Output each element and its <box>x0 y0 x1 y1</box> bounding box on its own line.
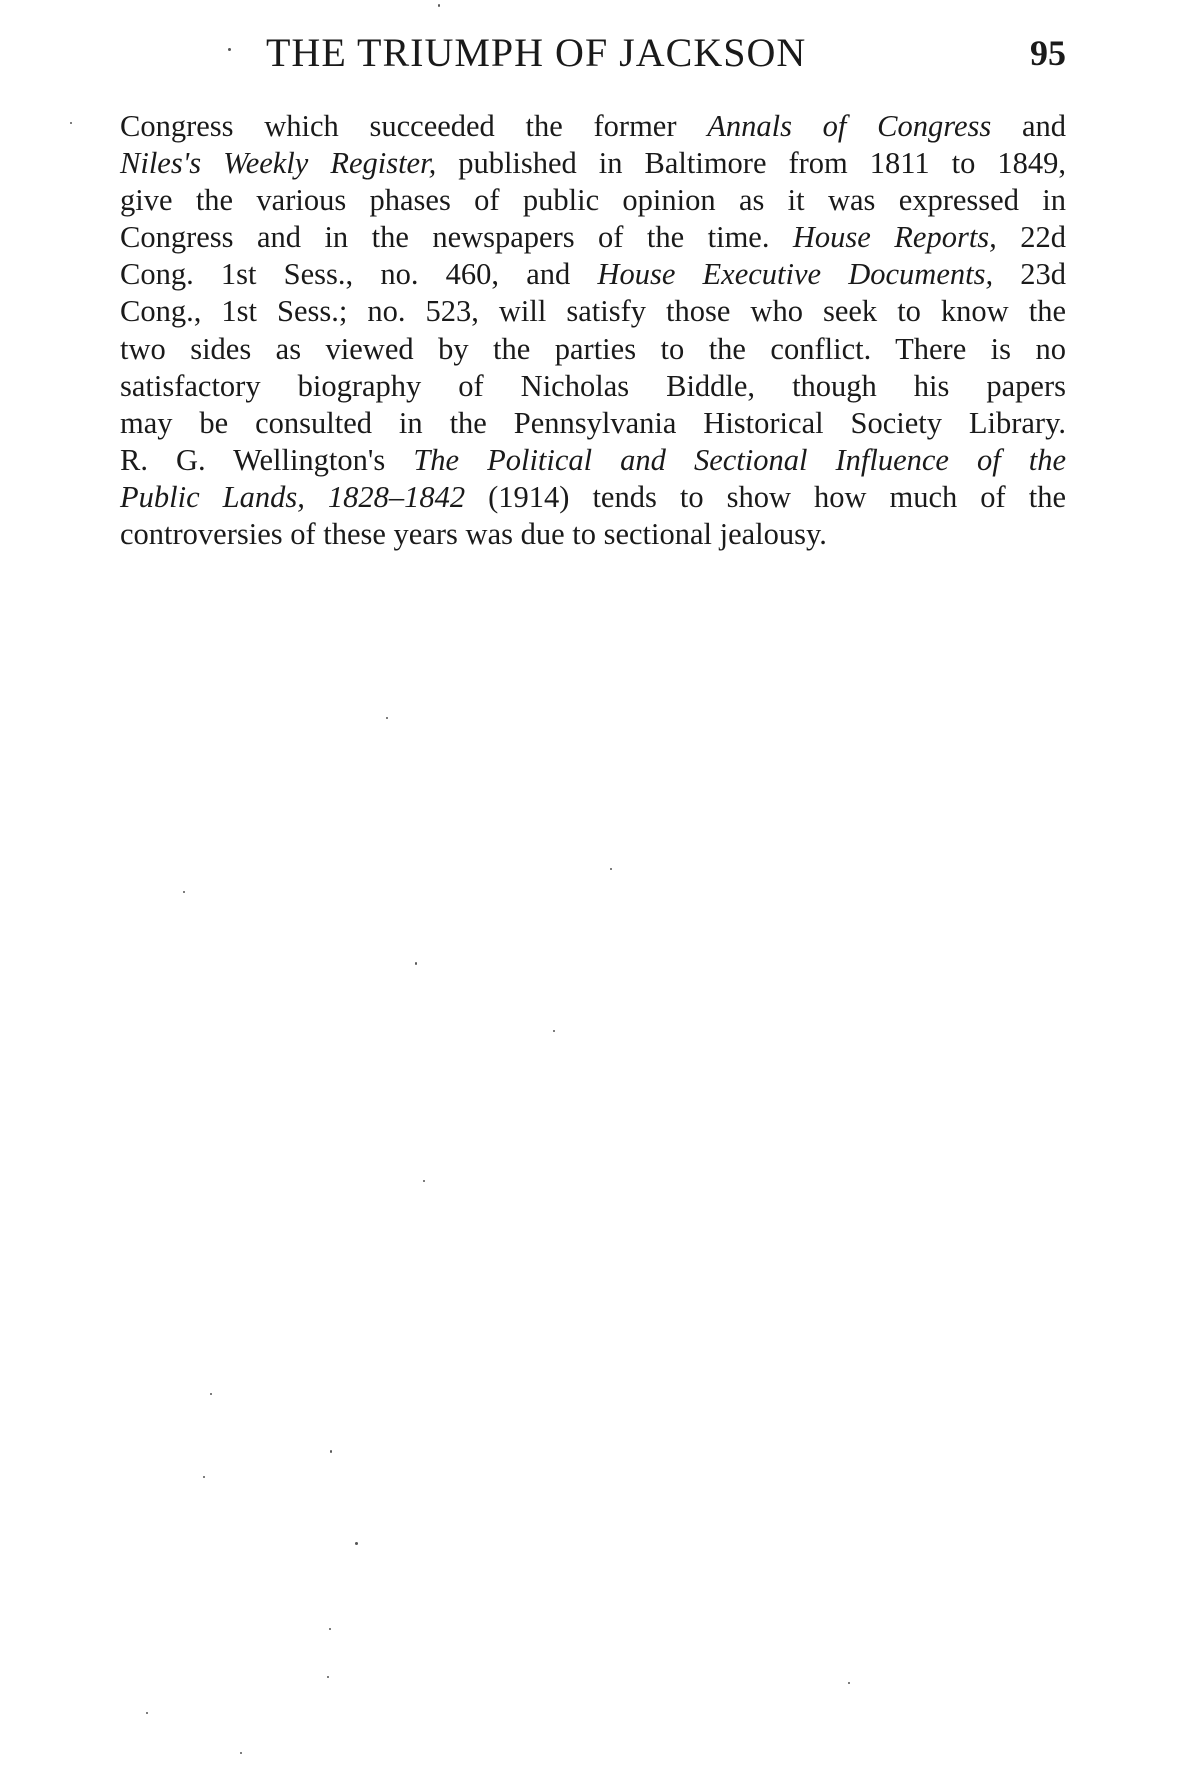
running-title: THE TRIUMPH OF JACKSON <box>266 30 807 75</box>
text-line <box>120 182 1066 219</box>
italic-title-text: Niles's Weekly Register, <box>120 146 437 181</box>
text-line <box>120 368 1066 405</box>
running-head <box>120 28 1066 78</box>
scan-speck <box>423 1180 425 1182</box>
text-line <box>120 219 1066 256</box>
scan-speck <box>327 1676 329 1678</box>
scan-speck <box>70 122 72 124</box>
scan-speck <box>329 1628 331 1630</box>
body-text-segment: R. G. Wellington's <box>120 442 414 477</box>
scan-speck <box>848 1682 850 1684</box>
text-line <box>120 405 1066 442</box>
page-number: 95 <box>1030 33 1066 73</box>
scan-speck <box>210 1393 212 1395</box>
body-text-segment: Cong. 1st Sess., no. 460, and <box>120 257 598 292</box>
scan-speck <box>203 1476 205 1478</box>
body-text-segment: and <box>991 109 1066 143</box>
scan-speck <box>146 1712 148 1714</box>
italic-title-text: Public Lands, 1828–1842 <box>120 479 466 514</box>
italic-title-text: Annals of Congress <box>707 109 992 143</box>
scan-speck <box>330 1450 332 1453</box>
body-text-segment: 22d <box>996 220 1066 255</box>
body-text-segment: Congress which succeeded the former <box>120 109 708 143</box>
scan-speck <box>610 868 612 870</box>
scan-speck <box>183 891 185 893</box>
scan-speck <box>228 48 231 51</box>
text-line <box>120 331 1066 368</box>
text-line <box>120 442 1066 479</box>
text-line <box>120 293 1066 330</box>
text-line <box>120 108 1066 145</box>
italic-title-text: House Reports, <box>792 220 997 255</box>
scan-speck <box>240 1752 242 1754</box>
body-text-segment: give the various phases of public opinion as it was expressed in <box>120 183 1066 218</box>
body-text-segment: may be consulted in the Pennsylvania Historical Society Library. <box>120 405 1066 440</box>
scan-speck <box>438 4 440 7</box>
body-text-segment: satisfactory biography of Nicholas Biddle, though his papers <box>120 368 1066 403</box>
scan-speck <box>355 1542 358 1545</box>
body-text-segment: (1914) tends to show how much of the <box>465 479 1066 514</box>
text-line <box>120 256 1066 293</box>
italic-title-text: House Executive Documents, <box>597 257 994 292</box>
bibliography-paragraph <box>120 108 1066 553</box>
body-text-segment: Cong., 1st Sess.; no. 523, will satisfy those who seek to know the <box>120 294 1066 329</box>
body-text-segment: published in Baltimore from 1811 to 1849, <box>436 146 1066 181</box>
italic-title-text: The Political and Sectional Influence of the <box>413 442 1066 477</box>
scan-speck <box>386 717 388 719</box>
text-line <box>120 516 1066 553</box>
text-line <box>120 479 1066 516</box>
body-text-segment: two sides as viewed by the parties to the conflict. There is no <box>120 331 1066 366</box>
body-text-segment: 23d <box>993 257 1067 292</box>
body-text-segment: controversies of these years was due to sectional jealousy. <box>120 517 827 552</box>
body-text-segment: Congress and in the newspapers of the time. <box>120 220 793 255</box>
text-line <box>120 145 1066 182</box>
scan-speck <box>415 962 417 965</box>
scan-speck <box>553 1030 555 1032</box>
